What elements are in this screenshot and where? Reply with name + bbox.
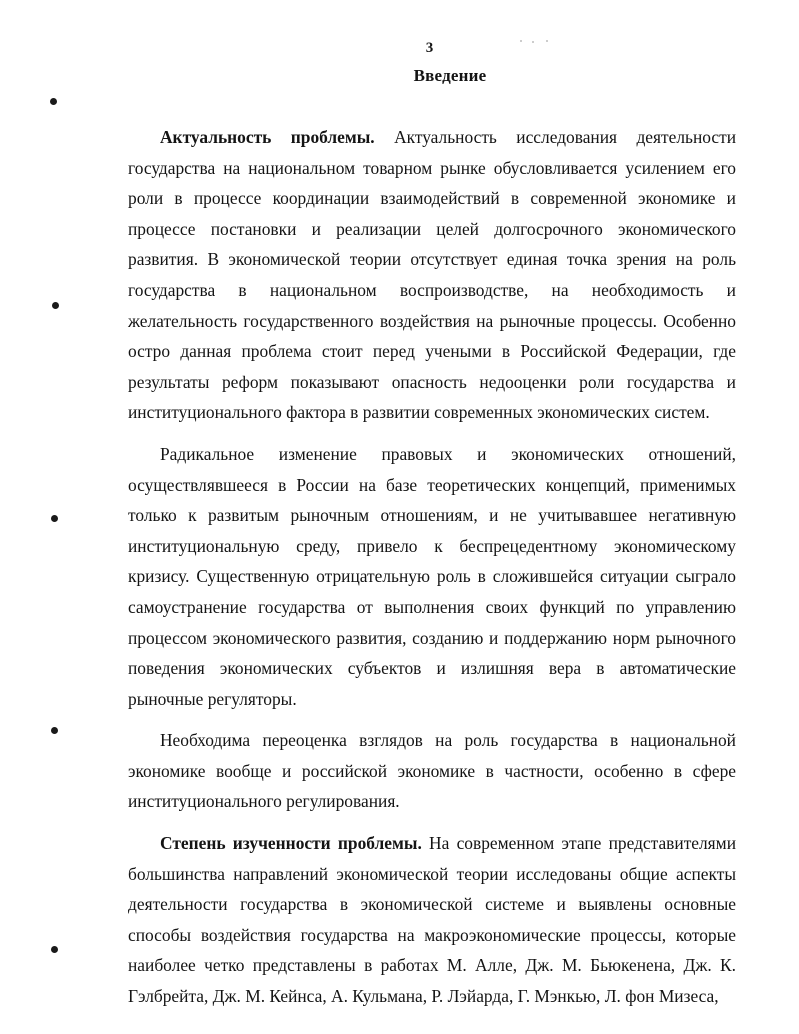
paragraph-lead: Актуальность проблемы. (160, 127, 375, 147)
paragraph-radical-change (128, 439, 736, 714)
scan-speck (546, 40, 548, 42)
scan-speck (520, 40, 522, 42)
scan-speck (532, 41, 534, 43)
paragraph-reassessment (128, 725, 736, 817)
paragraph-text: Необходима переоценка взглядов на роль государства в национальной экономике вообще и российской экономике в частности, особенно в сфере институционального регулирования. (128, 730, 736, 812)
binding-hole-mark (50, 98, 57, 105)
document-body (128, 122, 736, 1012)
paragraph-text: Радикальное изменение правовых и экономических отношений, осуществлявшееся в России на базе теоретических концепций, применимых только к развитым рыночным отношениям, и не учитывавшее негативную институциональную среду, привело к беспрецедентному экономическому кризису. Существенную отрицательную роль в сложившейся ситуации сыграло самоустранение государства от выполнения своих функций по управлению процессом экономического развития, созданию и поддержанию норм рыночного поведения экономических субъектов и излишняя вера в автоматические рыночные регуляторы. (128, 443, 736, 709)
binding-hole-mark (51, 946, 58, 953)
binding-hole-mark (51, 727, 58, 734)
paragraph-text: Актуальность исследования деятельности государства на национальном товарном рынке обусловливается усилением его роли в процессе координации взаимодействий в современной экономике и процессе постановки и реализации целей долгосрочного экономического развития. В экономической теории отсутствует единая точка зрения на роль государства в национальном воспроизводстве, на необходимость и желательность государственного воздействия на рыночные процессы. Особенно остро данная проблема стоит перед учеными в Российской Федерации, где результаты реформ показывают опасность недооценки роли государства и институционального фактора в развитии современных экономических систем. (128, 127, 737, 423)
paragraph-degree-of-study (128, 828, 736, 1012)
page-title: Введение (413, 66, 487, 85)
binding-hole-mark (51, 515, 58, 522)
paragraph-text: На современном этапе представителями большинства направлений экономической теории исследованы общие аспекты деятельности государства в экономической системе и выявлены основные способы воздействия государства на макроэкономические процессы, которые наиболее четко представлены в работах М. Алле, Дж. М. Бьюкенена, Дж. К. Гэлбрейта, Дж. М. Кейнса, А. Кульмана, Р. Лэйарда, Г. Мэнкью, Л. фон Мизеса, (128, 833, 736, 1007)
paragraph-lead: Степень изученности проблемы. (160, 833, 422, 854)
binding-hole-mark (52, 302, 59, 309)
paragraph-relevance (128, 122, 736, 428)
page-number: 3 (425, 40, 434, 56)
